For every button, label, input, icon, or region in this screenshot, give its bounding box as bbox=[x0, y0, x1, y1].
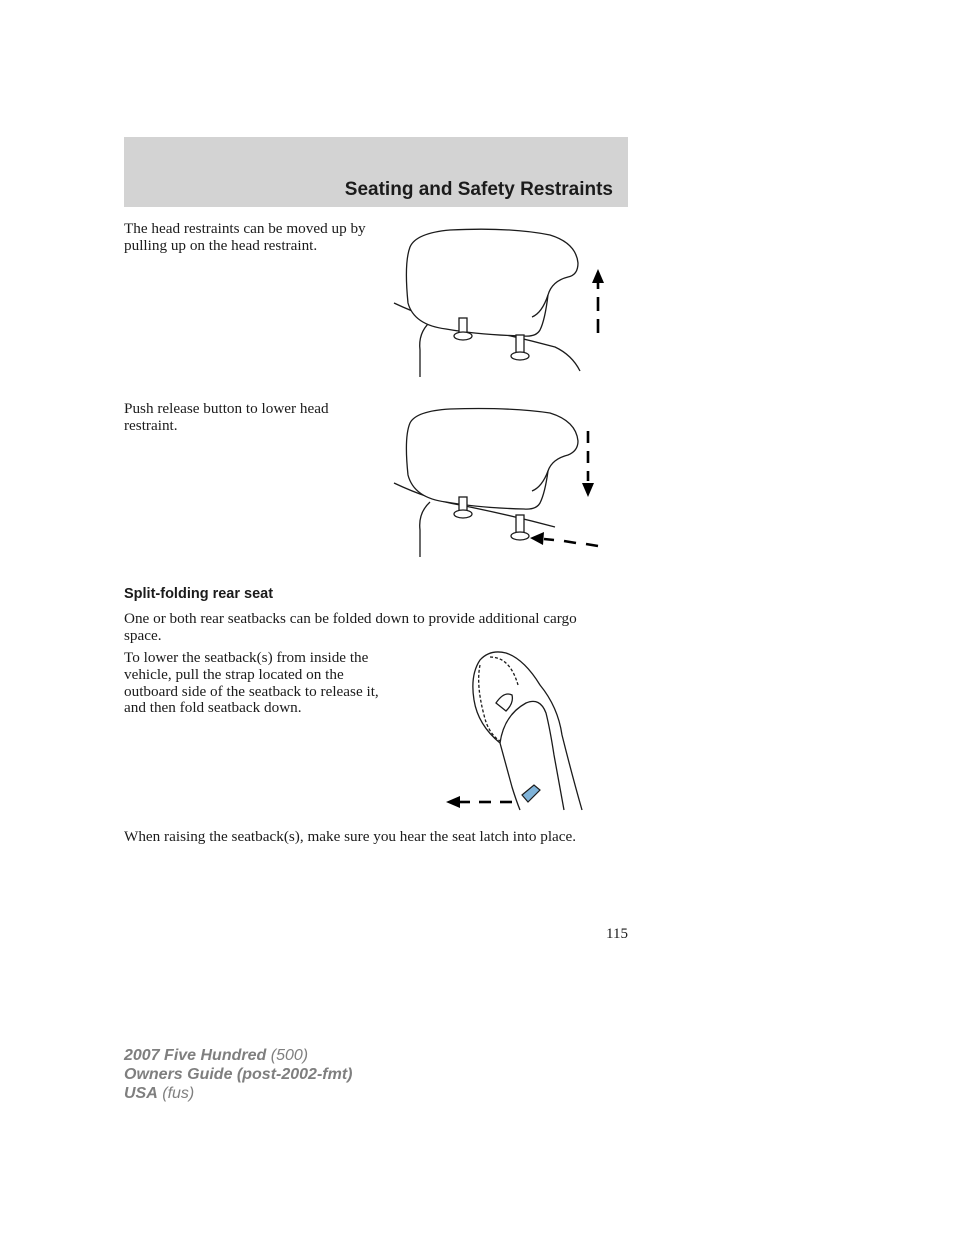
split-folding-intro-text: One or both rear seatbacks can be folded down to provide additional cargo space. bbox=[124, 610, 577, 644]
footer-line-1: 2007 Five Hundred (500) bbox=[124, 1047, 309, 1064]
post-guide-right bbox=[511, 352, 529, 360]
seatback-fold-figure bbox=[440, 645, 590, 815]
section-title: Seating and Safety Restraints bbox=[344, 179, 613, 200]
arrow-up-icon bbox=[592, 269, 604, 283]
arrow-down-icon bbox=[582, 483, 594, 497]
lower-seatback-text: To lower the seatback(s) from inside the vehicle, pull the strap located on the outboard side of the seatback to release it, and then fold seatback down. bbox=[124, 649, 379, 717]
raise-restraint-text: The head restraints can be moved up by pulling up on the head restraint. bbox=[124, 220, 366, 254]
seatback-inner-edge bbox=[474, 700, 520, 810]
post-guide-left bbox=[454, 332, 472, 340]
raise-seatback-text: When raising the seatback(s), make sure you hear the seat latch into place. bbox=[124, 828, 577, 845]
head-restraint-lower-figure bbox=[390, 405, 610, 560]
page-number: 115 bbox=[606, 926, 628, 942]
arrow-left-icon bbox=[530, 532, 544, 545]
seatback-side-edge bbox=[420, 322, 430, 377]
arrow-left-icon bbox=[446, 796, 460, 808]
footer-line-2: Owners Guide (post-2002-fmt) bbox=[124, 1066, 353, 1083]
post-guide-left bbox=[454, 510, 472, 518]
footer-line-3: USA (fus) bbox=[124, 1085, 195, 1102]
release-strap bbox=[522, 785, 540, 802]
seatback-side-edge bbox=[420, 502, 430, 557]
release-button bbox=[511, 532, 529, 540]
document-footer bbox=[124, 1046, 352, 1103]
lower-restraint-text: Push release button to lower head restraint. bbox=[124, 400, 329, 434]
head-restraint-raise-figure bbox=[390, 225, 610, 380]
section-header-band bbox=[124, 137, 628, 207]
head-restraint-body bbox=[406, 409, 578, 510]
headrest-socket bbox=[496, 694, 512, 711]
head-restraint-body bbox=[406, 229, 578, 336]
seatback-outer-edge bbox=[473, 652, 582, 810]
subsection-heading: Split-folding rear seat bbox=[124, 586, 274, 602]
